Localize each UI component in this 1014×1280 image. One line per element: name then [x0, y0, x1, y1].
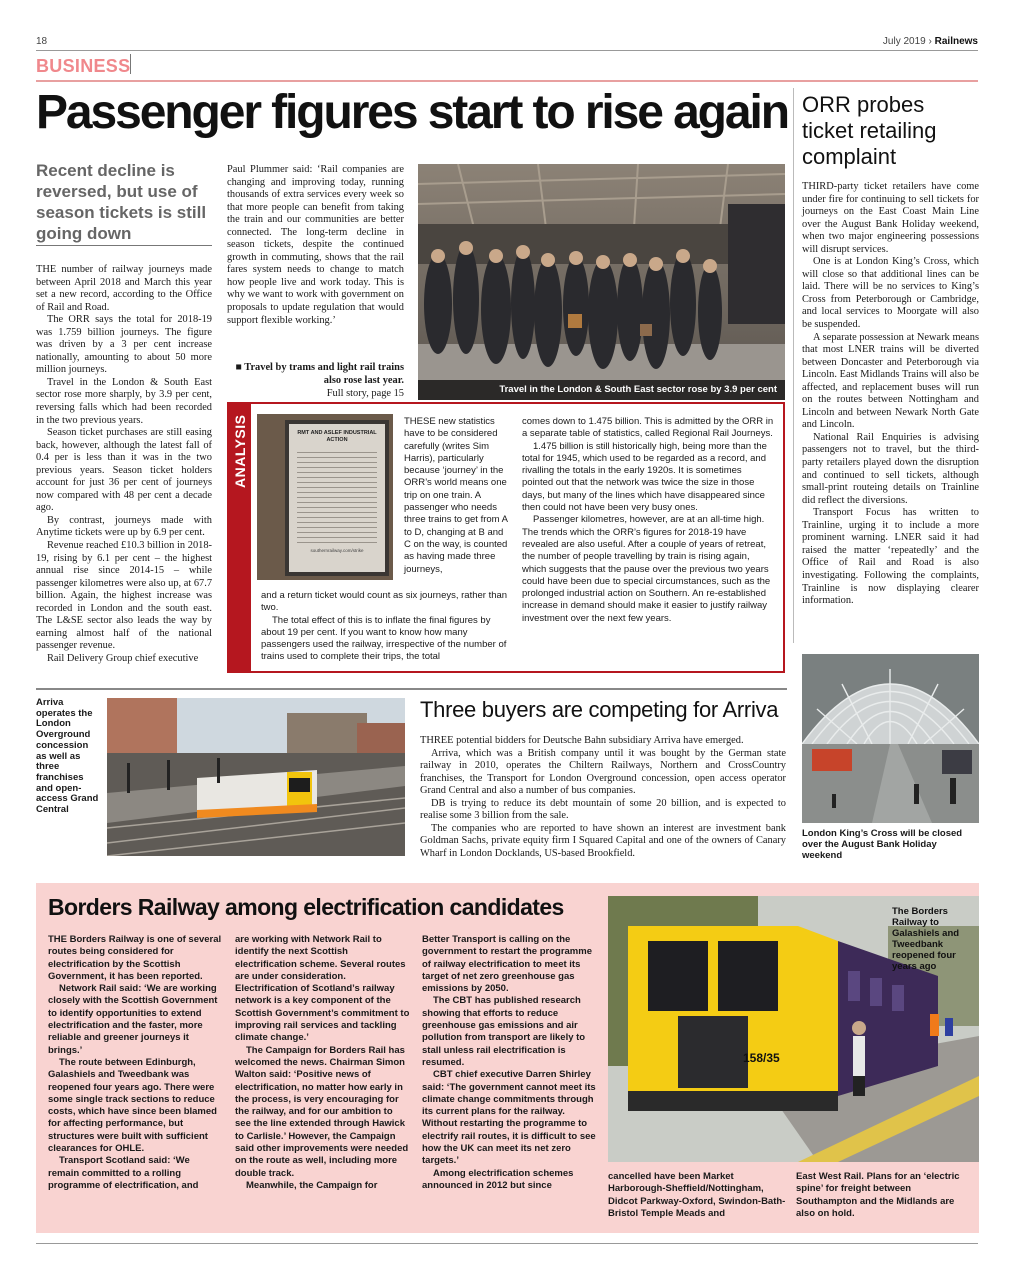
- borders-para: Network Rail said: ‘We are working closely with the Scottish Government to identify opportunities to extend electrification and the faster, more reliable and greener journeys it brings.’: [48, 983, 218, 1056]
- borders-para: are working with Network Rail to identify the next Scottish electrification scheme. Several routes are under consideration. Electrification of Scotland’s railway network is a key component of the Scottish Government’s commitment to improving rail services and tackling climate change.’: [235, 934, 410, 1044]
- analysis-col2: [522, 416, 774, 625]
- orr-para: A separate possession at Newark means that most LNER trains will be diverted between Doncaster and Peterborough via Lincoln. East Midlands Trains will also be affected, and replacement buses will run on the routes between Nottingham and Lincoln and between Newark North Gate and Lincoln.: [802, 331, 979, 431]
- borders-col5: [796, 1171, 974, 1220]
- crossref: [227, 362, 404, 401]
- section-tick: [130, 54, 131, 74]
- orr-body: [802, 181, 979, 608]
- borders-headline: Borders Railway among electrification candidates: [48, 894, 564, 920]
- page-number: 18: [36, 36, 48, 47]
- arriva-headline: Three buyers are competing for Arriva: [420, 697, 779, 722]
- lead-body-col2: [227, 164, 404, 327]
- arriva-para: DB is trying to reduce its debt mountain of some 20 billion, and is expected to realise some 3 billion from the sale.: [420, 797, 786, 822]
- lead-para: Revenue reached £10.3 billion in 2018-19, rising by 6.1 per cent – the highest annual rise since 2014-15 – while passenger kilometres were also up, at 67.7 billion. Again, the highest increase was recorded in London and the south east. The L&SE sector also leads the way by earning almost half of the national passenger revenue.: [36, 540, 213, 652]
- borders-col2: [235, 934, 410, 1192]
- borders-para: Transport Scotland said: ‘We remain committed to a rolling programme of electrification, and: [48, 1155, 199, 1191]
- notice-text-lines: [297, 448, 377, 544]
- analysis-para: comes down to 1.475 billion. This is admitted by the ORR in a separate table of statistics, called Regional Rail Journeys.: [522, 416, 774, 440]
- lead-para: Travel in the London & South East sector rose more sharply, by 3.9 per cent, reversing falls which had been recorded in the two previous years.: [36, 376, 212, 426]
- brand-name: Railnews: [934, 36, 978, 47]
- footer-rule: [36, 1243, 978, 1244]
- lead-headline: Passenger figures start to rise again: [36, 86, 788, 139]
- lead-para: By contrast, journeys made with Anytime tickets were up by 6.9 per cent.: [36, 514, 212, 539]
- borders-col1: [48, 934, 223, 1192]
- analysis-para: The total effect of this is to inflate the final figures by about 19 per cent. If you want to know how many passengers used the railway, irrespective of the number of trains used to complete their trips, the total: [261, 614, 507, 663]
- arriva-para: Arriva, which was a British company until it was bought by the German state railway in 2010, operates the Chiltern Railways, Northern and CrossCountry franchises, the Transport for London Overground concession, open access operator Grand Central and also a number of bus companies.: [420, 747, 786, 797]
- analysis-label: ANALYSIS: [232, 414, 248, 488]
- section-label: BUSINESS: [36, 56, 131, 76]
- orr-para: National Rail Enquiries is advising passengers not to travel, but the third-party retailers played down the disruption and continued to sell tickets, although small-print routeing details on Trainline did reflect the diversions.: [802, 431, 979, 506]
- train-number: 158/35: [743, 1051, 780, 1065]
- borders-para: THE Borders Railway is one of several routes being considered for electrification by the Scottish Government, it has been reported.: [48, 934, 222, 982]
- column-divider: [793, 88, 794, 643]
- kings-cross-illustration: [802, 654, 979, 823]
- arriva-para: The companies who are reported to have shown an interest are investment bank Goldman Sachs, private equity firm I Squared Capital and one of the owners of Canary Wharf in London Docklands, US-based Brookfield.: [420, 822, 786, 859]
- crossref-text: ■ Travel by trams and light rail trains also rose last year.: [235, 362, 404, 386]
- lead-standfirst: Recent decline is reversed, but use of season tickets is still going down: [36, 161, 207, 243]
- arriva-rule: [36, 688, 787, 690]
- borders-para: cancelled have been Market Harborough-Sheffield/Nottingham, Didcot Parkway-Oxford, Swindon-Bath-Bristol Temple Meads and: [608, 1171, 786, 1219]
- commuters-photo: [418, 164, 785, 400]
- strike-notice-photo: [257, 414, 393, 580]
- header-rule: [36, 50, 978, 51]
- borders-para: East West Rail. Plans for an ‘electric spine’ for freight between Southampton and the Midlands are also on hold.: [796, 1171, 960, 1219]
- crossref-link[interactable]: Full story, page 15: [326, 388, 404, 400]
- issue-info: [883, 36, 978, 47]
- borders-photo-caption: The Borders Railway to Galashiels and Tweedbank reopened four years ago: [892, 906, 960, 972]
- borders-para: CBT chief executive Darren Shirley said: ‘The government cannot meet its climate change commitments through its current plans for the railway. Without restarting the programme to electrify rail routes, it is difficult to see how the UK can meet its net zero targets.’: [422, 1069, 596, 1167]
- borders-para: Meanwhile, the Campaign for: [246, 1179, 378, 1191]
- arriva-train-illustration: [107, 698, 405, 856]
- section-rule: [36, 80, 978, 82]
- arriva-train-photo: [107, 698, 405, 856]
- borders-col4: [608, 1171, 786, 1220]
- borders-col3: [422, 934, 597, 1192]
- orr-para: One is at London King’s Cross, which will close so that additional lines can be laid. There will be no services to King’s Cross from Peterborough or Cambridge, and local services to Moorgate will also be suspended.: [802, 256, 979, 331]
- commuters-illustration: [418, 164, 785, 400]
- notice-footer: southernrailway.com/strike: [310, 548, 364, 553]
- notice-title: RMT AND ASLEF INDUSTRIAL ACTION: [297, 430, 377, 443]
- borders-para: The CBT has published research showing that efforts to reduce greenhouse gas emissions and air pollution from transport are likely to stall unless rail electrification is resumed.: [422, 995, 586, 1068]
- borders-para: The Campaign for Borders Rail has welcomed the news. Chairman Simon Walton said: ‘Positive news of electrification, no matter how early in the process, is very encouraging for the railway, and for our ambition to see the line extended through Hawick to Carlisle.’ However, the Campaign said other improvements were needed on the route as well, including more double track.: [235, 1044, 409, 1179]
- arriva-para: THREE potential bidders for Deutsche Bahn subsidiary Arriva have emerged.: [420, 735, 744, 746]
- borders-para: The route between Edinburgh, Galashiels and Tweedbank was reopened four years ago. There were some single track sections to reduce costs, which have since been blamed for affecting performance, but structures were built with sufficient clearances for OHLE.: [48, 1056, 217, 1155]
- lead-body-col1: [36, 264, 212, 666]
- analysis-para: and a return ticket would count as six journeys, rather than two.: [261, 590, 508, 614]
- photo-caption: Travel in the London & South East sector rose by 3.9 per cent: [418, 380, 785, 400]
- orr-para: Transport Focus has written to Trainline, urging it to include a more prominent warning. LNER said it had raised the matter ‘repeatedly’ and the Office of Rail and Road is also investigating. Following the complaints, Trainline is now displaying clearer information.: [802, 507, 979, 607]
- kings-cross-photo: [802, 654, 979, 823]
- lead-para: The ORR says the total for 2018-19 was 1.759 billion journeys. The figure was driven by a 3 per cent increase nationally, amounting to about 50 more million journeys.: [36, 314, 212, 376]
- analysis-col1-wrap: THESE new statistics have to be considered carefully (writes Sim Harris), particularly because ‘journey’ in the ORR’s world means one trip on one train. A passenger who needs three trains to get from A to D, changing at B and C on the way, is counted as having made three journeys,: [404, 416, 508, 575]
- square-bullet-icon: ■: [235, 362, 242, 373]
- analysis-para: 1.475 billion is still historically high, being more than the total for 1945, which used to be regarded as a record, and rivalling the totals in the early 1920s. It is sometimes pointed out that the network was twice the size in those days, but many of the lines which have disappeared since then could not have been very busy ones.: [522, 440, 767, 514]
- analysis-col1-full: [261, 590, 512, 664]
- borders-para: Better Transport is calling on the government to restart the programme of railway electrification to meet its target of net zero greenhouse gas emissions by 2050.: [422, 934, 592, 995]
- lead-para: Season ticket purchases are still easing back, however, although the latest fall of 0.4 per is less than it was in the two previous years. Season ticket holders account for just 36 per cent of journeys now compared with 48 per cent a decade ago.: [36, 427, 212, 514]
- lead-para: THE number of railway journeys made between April 2018 and March this year set a new record, according to the Office of Rail and Road.: [36, 264, 212, 313]
- orr-para: THIRD-party ticket retailers have come under fire for continuing to sell tickets for journeys on the East Coast Main Line over the August Bank Holiday weekend, when two major engineering possessions will disrupt services.: [802, 181, 979, 255]
- issue-date: July 2019: [882, 36, 926, 47]
- notice-board: [285, 420, 389, 576]
- lead-para: Paul Plummer said: ‘Rail companies are changing and improving today, running thousands of extra services every week so that more people can benefit from taking the train and our communities are better connected. The long-term decline in season tickets, despite the continued growth in commuting, shows that the rail fares system needs to change to match how people live and work today. This is why we want to work with government on proposals to update regulation that would support flexible working.’: [227, 164, 404, 326]
- borders-para: Among electrification schemes announced in 2012 but since: [422, 1167, 574, 1191]
- kings-cross-caption: London King’s Cross will be closed over the August Bank Holiday weekend: [802, 828, 963, 861]
- chevron-icon: ›: [928, 36, 932, 47]
- arriva-photo-caption: Arriva operates the London Overground concession as well as three franchises and open-access Grand Central: [36, 697, 99, 816]
- orr-headline: ORR probes ticket retailing complaint: [802, 92, 937, 169]
- lead-para: Rail Delivery Group chief executive: [47, 652, 199, 664]
- arriva-body: [420, 735, 786, 860]
- analysis-para: Passenger kilometres, however, are at an all-time high. The trends which the ORR’s figures for 2018-19 have revealed are also useful. After a couple of years of retreat, the number of people travelling by train is rising again, which suggests that the pause over the previous two years could have been due to special circumstances, such as the prolonged industrial action on Southern. An re-established increase in demand should make it easier to justify railway investment over the next few years.: [522, 514, 771, 624]
- standfirst-rule: [36, 245, 212, 246]
